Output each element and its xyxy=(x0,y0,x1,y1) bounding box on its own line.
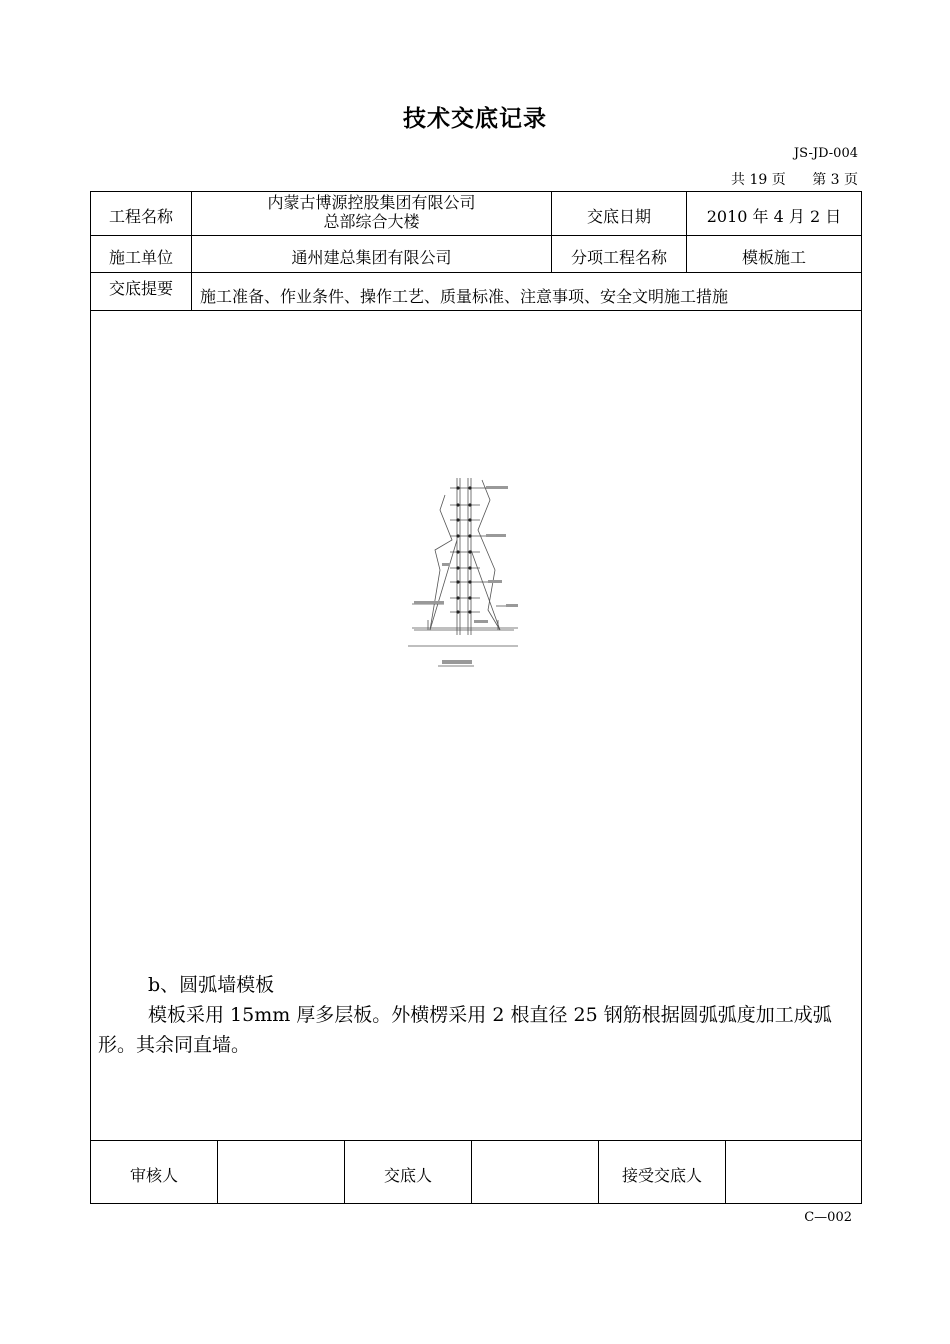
table-border-top xyxy=(90,191,862,192)
row-divider xyxy=(90,1140,862,1141)
section-heading: b、圆弧墙模板 xyxy=(148,974,275,996)
subitem-label: 分项工程名称 xyxy=(570,248,667,267)
contractor-value: 通州建总集团有限公司 xyxy=(291,248,452,267)
project-name-line2: 总部综合大楼 xyxy=(323,212,420,231)
project-name-line1: 内蒙古博源控股集团有限公司 xyxy=(267,193,476,212)
summary-value: 施工准备、作业条件、操作工艺、质量标准、注意事项、安全文明施工措施 xyxy=(200,287,729,306)
form-code: C—002 xyxy=(804,1210,852,1225)
summary-label: 交底提要 xyxy=(108,279,173,298)
reviewer-label: 审核人 xyxy=(129,1166,178,1185)
date-value: 2010 年 4 月 2 日 xyxy=(706,207,842,226)
contractor-label: 施工单位 xyxy=(108,248,173,267)
column-divider xyxy=(471,1140,472,1204)
current-page: 第 3 页 xyxy=(812,172,858,188)
total-pages: 共 19 页 xyxy=(731,172,786,188)
row-divider xyxy=(90,235,862,236)
receiver-label: 接受交底人 xyxy=(621,1166,702,1185)
project-name-value xyxy=(192,193,551,231)
table-border-right xyxy=(861,191,862,1204)
formwork-drawing xyxy=(400,470,540,680)
project-name-label: 工程名称 xyxy=(108,207,173,226)
table-border-left xyxy=(90,191,91,1204)
document-number: JS-JD-004 xyxy=(793,146,858,161)
section-paragraph: 模板采用 15mm 厚多层板。外横楞采用 2 根直径 25 钢筋根据圆弧弧度加工成弧形。其余同直墙。 xyxy=(98,1004,832,1056)
subitem-value: 模板施工 xyxy=(741,248,806,267)
page-title: 技术交底记录 xyxy=(403,106,547,132)
page-indicator xyxy=(731,169,858,189)
discloser-label: 交底人 xyxy=(383,1166,432,1185)
column-divider xyxy=(725,1140,726,1204)
table-border-bottom xyxy=(90,1203,862,1204)
column-divider xyxy=(217,1140,218,1204)
date-label: 交底日期 xyxy=(586,207,651,226)
row-divider xyxy=(90,272,862,273)
row-divider xyxy=(90,310,862,311)
